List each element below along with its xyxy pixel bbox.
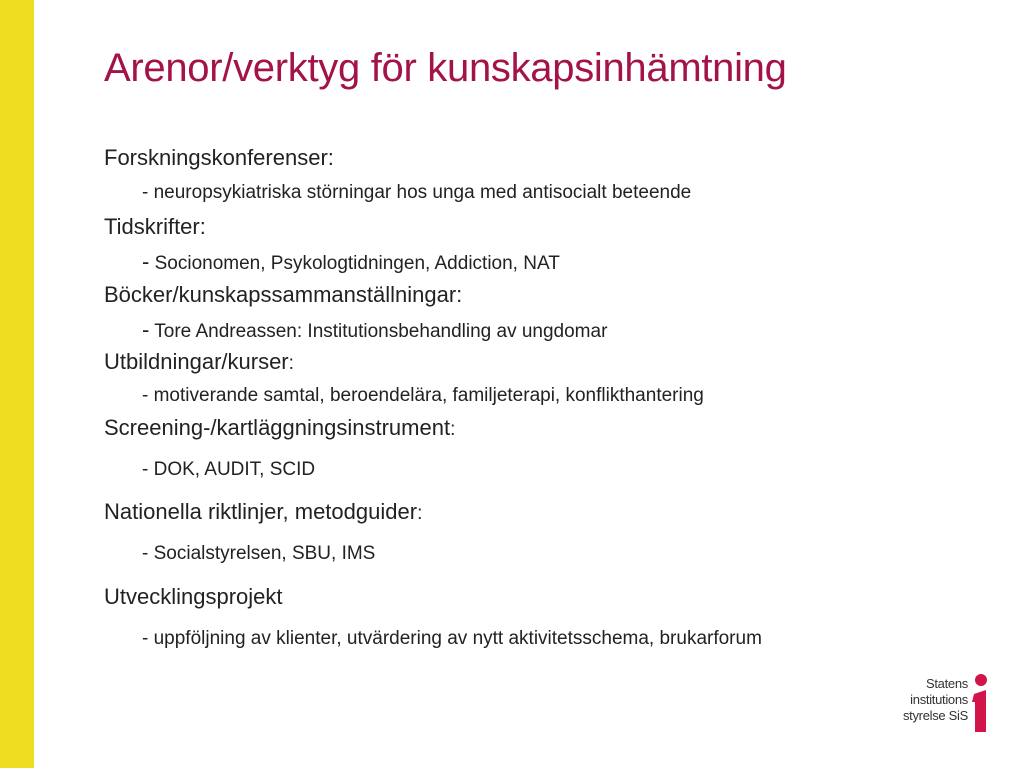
section-item-screening: - DOK, AUDIT, SCID <box>142 459 316 480</box>
section-item-research-conferences: - neuropsykiatriska störningar hos unga med antisocialt beteende <box>142 182 692 203</box>
section-heading-screening: Screening-/kartläggningsinstrument: <box>104 415 456 440</box>
section-item-courses: - motiverande samtal, beroendelära, familjeterapi, konflikthantering <box>142 385 704 406</box>
sis-logo-text: Statens institutions styrelse SiS <box>902 676 968 723</box>
sis-logo <box>890 672 990 736</box>
accent-bar <box>0 0 34 768</box>
section-item-guidelines: - Socialstyrelsen, SBU, IMS <box>142 543 376 564</box>
section-item-development-projects: - uppföljning av klienter, utvärdering av nytt aktivitetsschema, brukarforum <box>142 628 762 649</box>
section-heading-books: Böcker/kunskapssammanställningar: <box>104 282 463 307</box>
section-heading-journals: Tidskrifter: <box>104 214 206 239</box>
slide-title: Arenor/verktyg för kunskapsinhämtning <box>104 46 787 90</box>
slide-content <box>104 0 984 680</box>
section-item-journals: - Socionomen, Psykologtidningen, Addiction, NAT <box>142 249 560 274</box>
section-heading-research-conferences: Forskningskonferenser: <box>104 145 334 170</box>
section-heading-guidelines: Nationella riktlinjer, metodguider: <box>104 499 423 524</box>
info-i-logo-icon <box>970 672 990 736</box>
section-item-books: - Tore Andreassen: Institutionsbehandling av ungdomar <box>142 317 608 342</box>
section-heading-courses: Utbildningar/kurser: <box>104 349 294 374</box>
section-heading-development-projects: Utvecklingsprojekt <box>104 584 283 609</box>
